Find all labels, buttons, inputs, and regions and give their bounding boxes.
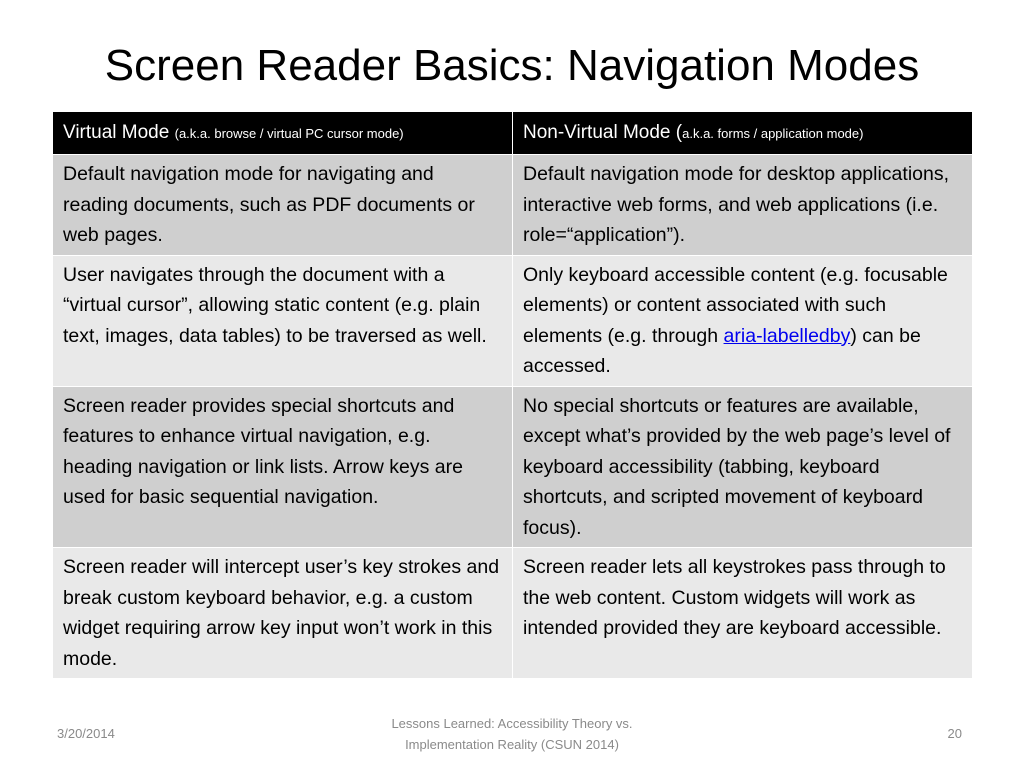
cell-non-virtual: No special shortcuts or features are available, except what’s provided by the web page’s level of keyboard accessibility (tabbing, keyboard shortcuts, and scripted movement of keyboard focus).: [513, 386, 973, 548]
header-virtual-mode: [53, 112, 513, 155]
cell-virtual: Screen reader provides special shortcuts and features to enhance virtual navigation, e.g. heading navigation or link lists. Arrow keys are used for basic sequential navigation.: [53, 386, 513, 548]
aria-labelledby-link[interactable]: aria-labelledby: [723, 324, 851, 347]
table-header-row: [53, 112, 973, 155]
cell-non-virtual: Default navigation mode for desktop applications, interactive web forms, and web applications (i.e. role=“application”).: [513, 155, 973, 256]
cell-virtual: Default navigation mode for navigating and reading documents, such as PDF documents or web pages.: [53, 155, 513, 256]
header-virtual-mode-label: Virtual Mode: [63, 121, 175, 143]
table-row: [53, 548, 973, 679]
slide-title: Screen Reader Basics: Navigation Modes: [104, 41, 920, 90]
footer-title-line-2: Implementation Reality (CSUN 2014): [405, 737, 619, 752]
table-row: [53, 255, 973, 386]
header-non-virtual-mode-label: Non-Virtual Mode (: [523, 121, 683, 143]
cell-virtual: Screen reader will intercept user’s key strokes and break custom keyboard behavior, e.g. a custom widget requiring arrow key input won’t work in this mode.: [53, 548, 513, 679]
footer-page-number: 20: [947, 726, 962, 741]
cell-non-virtual: [513, 255, 973, 386]
cell-virtual: User navigates through the document with a “virtual cursor”, allowing static content (e.g. plain text, images, data tables) to be traversed as well.: [53, 255, 513, 386]
footer-presentation-title: [312, 713, 712, 755]
header-virtual-mode-note: (a.k.a. browse / virtual PC cursor mode): [174, 125, 404, 141]
navigation-modes-table: [52, 111, 973, 679]
table-row: [53, 155, 973, 256]
cell-text-after-link: ) can be accessed.: [523, 324, 921, 377]
header-non-virtual-mode: [513, 112, 973, 155]
footer-date: 3/20/2014: [57, 726, 115, 741]
table-row: [53, 386, 973, 548]
cell-text-before-link: Only keyboard accessible content (e.g. focusable elements) or content associated with such elements (e.g. through: [523, 263, 948, 347]
header-non-virtual-mode-note: a.k.a. forms / application mode): [682, 125, 864, 141]
cell-non-virtual: Screen reader lets all keystrokes pass through to the web content. Custom widgets will work as intended provided they are keyboard accessible.: [513, 548, 973, 679]
footer-title-line-1: Lessons Learned: Accessibility Theory vs.: [391, 716, 633, 731]
